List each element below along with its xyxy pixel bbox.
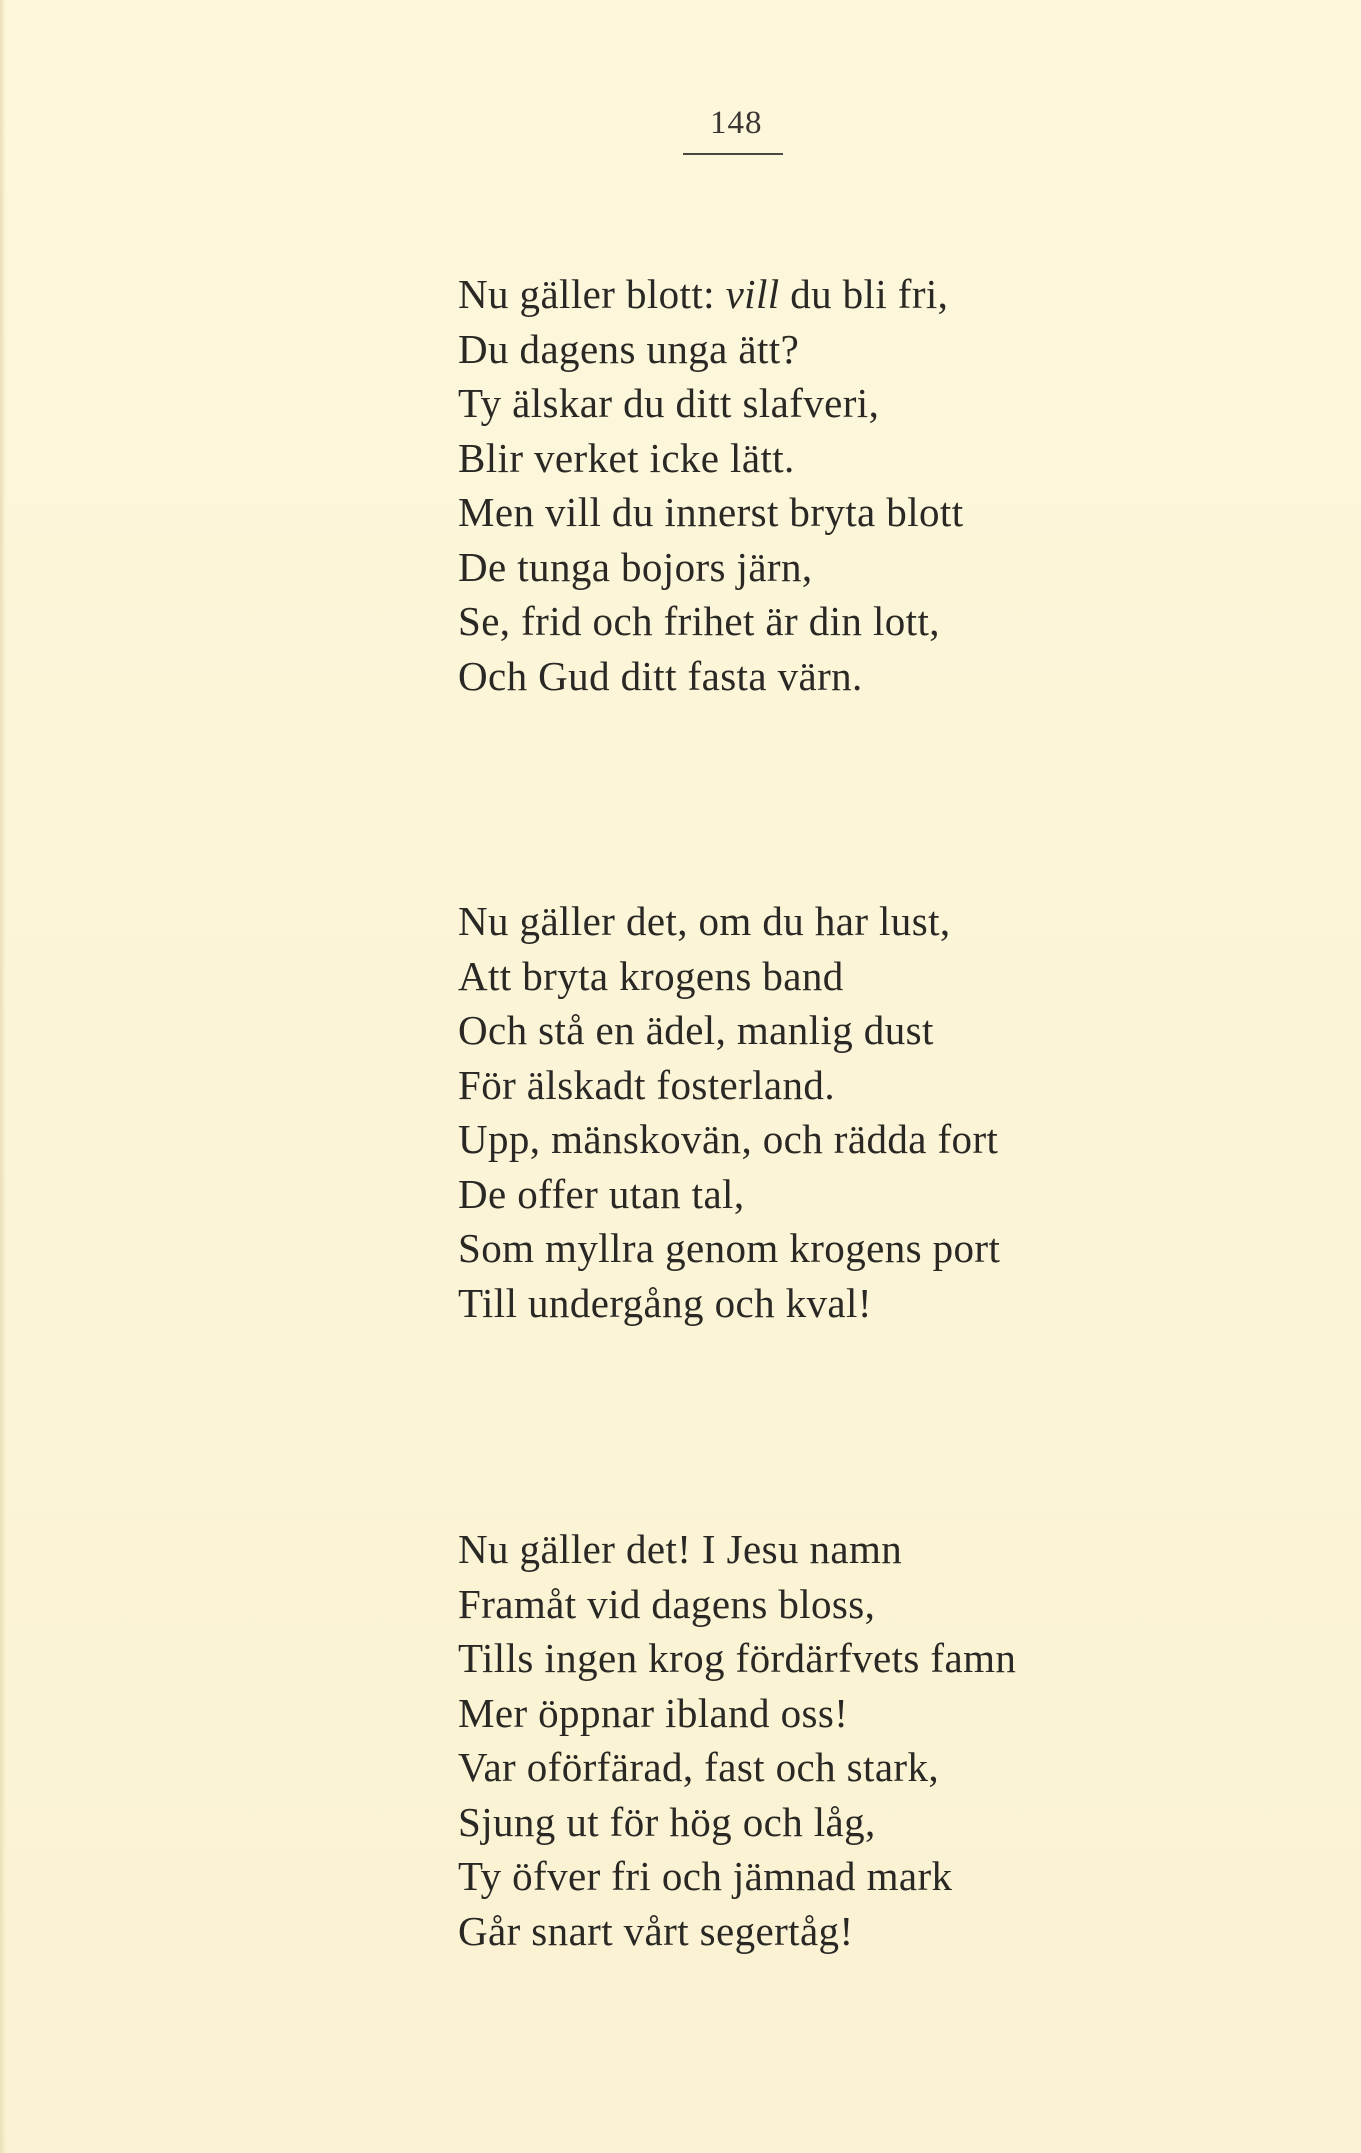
poem-line: Mer öppnar ibland oss! [458, 1689, 849, 1736]
line-text: Nu gäller blott: [458, 271, 726, 317]
poem-line [458, 267, 963, 322]
poem-line: Se, frid och frihet är din lott, [458, 598, 940, 644]
poem-line: För älskadt fosterland. [458, 1061, 835, 1108]
stanza-1 [458, 267, 963, 703]
poem-line: Ty öfver fri och jämnad mark [458, 1853, 953, 1899]
poem-line: Som myllra genom krogens port [458, 1225, 1001, 1271]
poem-line: Går snart vårt segertåg! [458, 1907, 854, 1954]
poem-line: Sjung ut för hög och låg, [458, 1798, 876, 1845]
poem-line: Och stå en ädel, manlig dust [458, 1007, 934, 1053]
stanza-2 [458, 894, 1000, 1330]
page-number-rule [683, 153, 783, 155]
poem-line: Framåt vid dagens bloss, [458, 1580, 876, 1627]
poem-line: Till undergång och kval! [458, 1279, 872, 1326]
poem-line: Att bryta krogens band [458, 952, 844, 999]
poem-line: Du dagens unga ätt? [458, 325, 800, 372]
poem-line: Tills ingen krog fördärfvets famn [458, 1635, 1017, 1681]
poem-line: Upp, mänskovän, och rädda fort [458, 1116, 999, 1162]
poem-line: De tunga bojors järn, [458, 543, 813, 590]
poem-line: Och Gud ditt fasta värn. [458, 652, 863, 699]
poem-line: Nu gäller det, om du har lust, [458, 898, 951, 944]
emphasized-word: vill [725, 271, 780, 317]
poem-line: Men vill du innerst bryta blott [458, 489, 964, 535]
poem-line: Blir verket icke lätt. [458, 434, 795, 481]
poem-line: Ty älskar du ditt slafveri, [458, 380, 880, 426]
line-text: du bli fri, [779, 271, 949, 317]
poem-line: Var oförfärad, fast och stark, [458, 1744, 940, 1790]
stanza-3 [458, 1522, 1016, 1958]
page-number: 148 [710, 105, 763, 141]
page-edge-shadow [0, 0, 6, 2153]
poem-line: Nu gäller det! I Jesu namn [458, 1526, 903, 1572]
poem-line: De offer utan tal, [458, 1170, 745, 1217]
